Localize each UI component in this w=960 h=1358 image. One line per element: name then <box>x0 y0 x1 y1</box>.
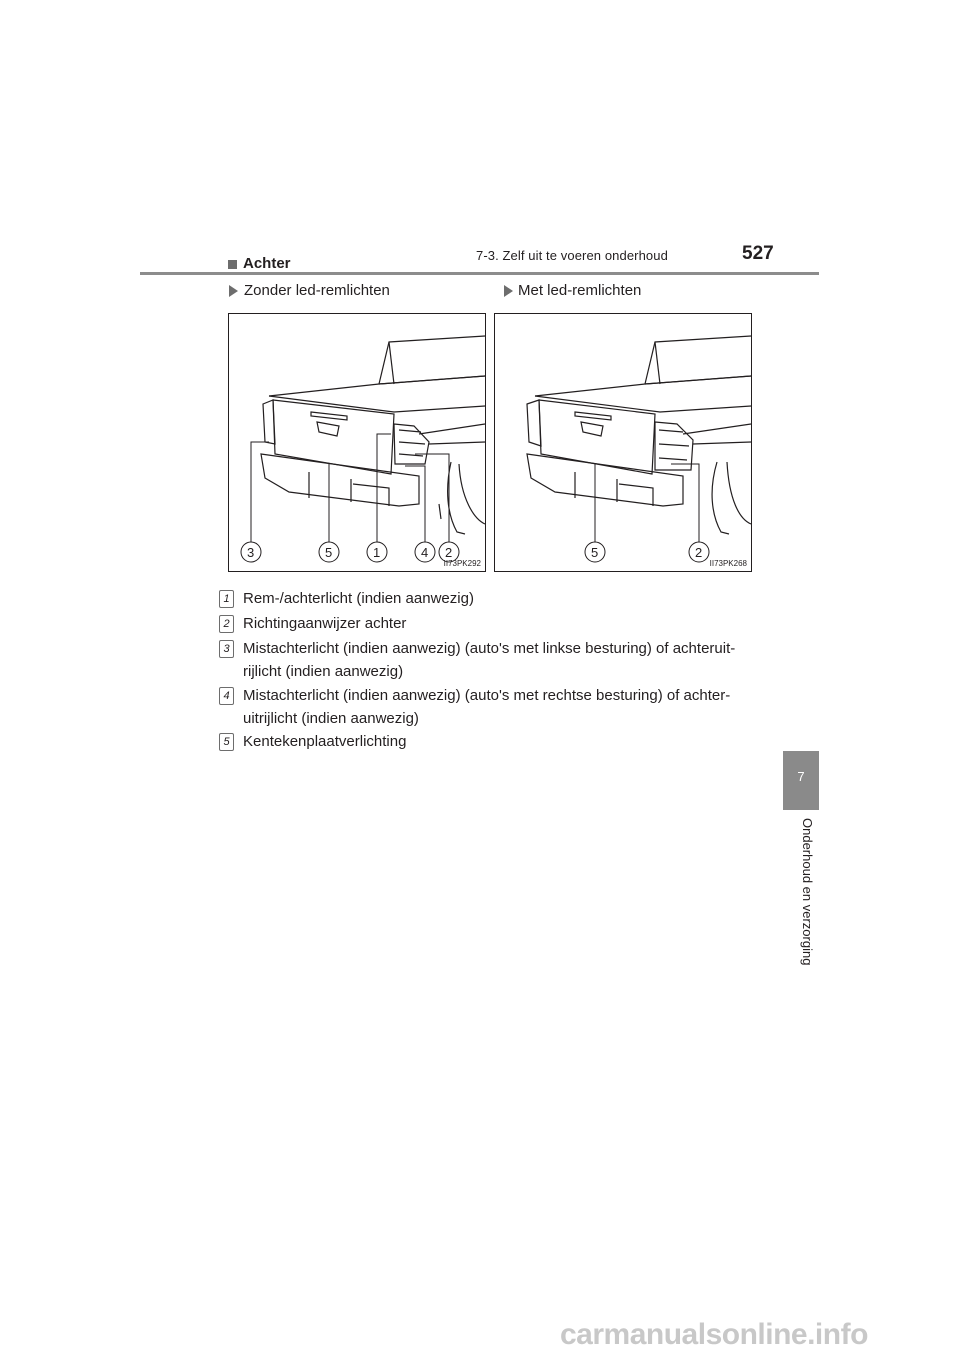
section-heading: Achter <box>243 255 291 272</box>
truck-rear-led-illustration <box>495 314 751 571</box>
item-number-4: 4 <box>219 687 234 705</box>
truck-rear-illustration <box>229 314 485 571</box>
chapter-tab-title: Onderhoud en verzorging <box>800 818 815 966</box>
figure-rear-with-led <box>494 313 752 572</box>
list-item-1 <box>243 587 753 610</box>
list-item-line: rijlicht (indien aanwezig) <box>243 663 404 680</box>
list-item-line: Mistachterlicht (indien aanwezig) (auto's met linkse besturing) of achteruit- <box>243 640 736 657</box>
heading-square-icon <box>228 260 237 269</box>
chapter-tab-number: 7 <box>797 769 805 784</box>
list-item-line: Rem-/achterlicht (indien aanwezig) <box>243 590 474 607</box>
list-item-5 <box>243 730 753 753</box>
list-item-3 <box>243 637 753 683</box>
callout-label: 2 <box>695 545 703 560</box>
triangle-bullet-icon <box>504 285 513 297</box>
page-number: 527 <box>742 243 774 264</box>
callout-label: 3 <box>247 545 255 560</box>
watermark: carmanualsonline.info <box>560 1318 868 1351</box>
callout-label: 2 <box>445 545 453 560</box>
figure-1-subtitle: Zonder led-remlichten <box>244 282 390 299</box>
figure-2-code: II73PK268 <box>709 559 747 568</box>
callout-label: 4 <box>421 545 429 560</box>
list-item-2 <box>243 612 753 635</box>
item-number-3: 3 <box>219 640 234 658</box>
running-header-section: 7-3. Zelf uit te voeren onderhoud <box>476 248 668 263</box>
list-item-line: Kentekenplaatverlichting <box>243 733 407 750</box>
item-number-5: 5 <box>219 733 234 751</box>
figure-2-subtitle: Met led-remlichten <box>518 282 642 299</box>
list-item-line: Mistachterlicht (indien aanwezig) (auto's met rechtse besturing) of achter- <box>243 687 731 704</box>
header-rule <box>140 272 819 275</box>
figure-1-code: II73PK292 <box>443 559 481 568</box>
callout-label: 5 <box>591 545 599 560</box>
callout-label: 1 <box>373 545 381 560</box>
list-item-line: Richtingaanwijzer achter <box>243 615 407 632</box>
figure-2-callouts <box>585 542 709 562</box>
list-item-line: uitrijlicht (indien aanwezig) <box>243 710 419 727</box>
figure-rear-without-led <box>228 313 486 572</box>
callout-label: 5 <box>325 545 333 560</box>
item-number-1: 1 <box>219 590 234 608</box>
figure-1-callouts <box>241 542 459 562</box>
list-item-4 <box>243 684 753 730</box>
item-number-2: 2 <box>219 615 234 633</box>
triangle-bullet-icon <box>229 285 238 297</box>
